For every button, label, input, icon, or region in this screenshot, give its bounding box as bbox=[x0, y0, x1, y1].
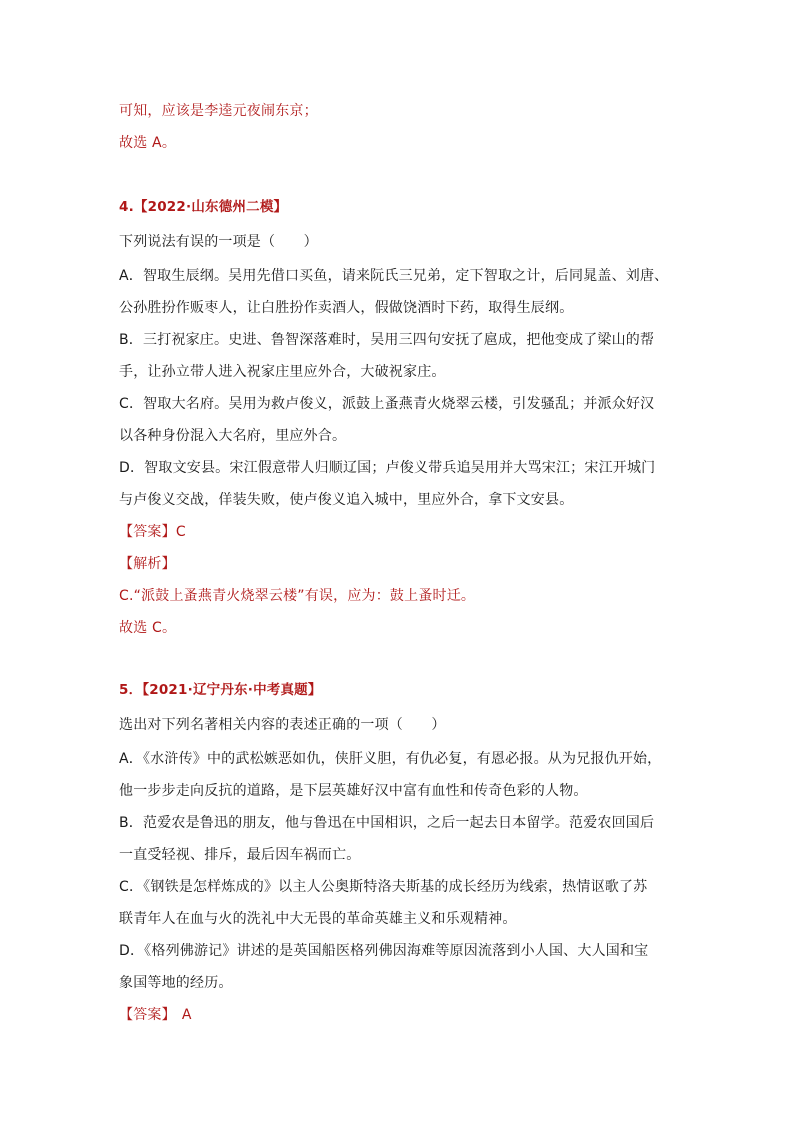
question-4-option-d-line1: D．智取文安县。宋江假意带人归顺辽国；卢俊义带兵追吴用并大骂宋江；宋江开城门 bbox=[119, 460, 656, 476]
question-4-option-d-line2: 与卢俊义交战，佯装失败，使卢俊义追入城中，里应外合，拿下文安县。 bbox=[119, 492, 574, 508]
answer-value: A bbox=[181, 1007, 192, 1023]
question-5-option-b-line2: 一直受轻视、排斥，最后因车祸而亡。 bbox=[119, 847, 361, 863]
question-4-analysis-label: 【解析】 bbox=[119, 556, 176, 572]
question-4-conclusion: 故选 C。 bbox=[119, 620, 177, 636]
question-4-option-a-line2: 公孙胜扮作贩枣人，让白胜扮作卖酒人，假做饶酒时下药，取得生辰纲。 bbox=[119, 300, 574, 316]
question-5-option-b-line1: B．范爱农是鲁迅的朋友，他与鲁迅在中国相识，之后一起去日本留学。范爱农回国后 bbox=[119, 815, 655, 831]
question-4-option-c-line2: 以各种身份混入大名府，里应外合。 bbox=[119, 428, 347, 444]
question-4-option-c-line1: C．智取大名府。吴用为救卢俊义，派鼓上蚤燕青火烧翠云楼，引发骚乱；并派众好汉 bbox=[119, 396, 655, 412]
answer-label: 【答案】 bbox=[119, 524, 176, 540]
question-5-stem: 选出对下列名著相关内容的表述正确的一项（ ） bbox=[119, 717, 446, 733]
question-5-option-d-line2: 象国等地的经历。 bbox=[119, 975, 233, 991]
question-5-option-a-line1: A．《水浒传》中的武松嫉恶如仇，侠肝义胆，有仇必复，有恩必报。从为兄报仇开始， bbox=[119, 751, 662, 767]
question-5-header: 5．【2021·辽宁丹东·中考真题】 bbox=[119, 682, 322, 698]
question-5-option-a-line2: 他一步步走向反抗的道路，是下层英雄好汉中富有血性和传奇色彩的人物。 bbox=[119, 783, 588, 799]
answer-label: 【答案】 bbox=[119, 1007, 176, 1023]
question-5-option-d-line1: D．《格列佛游记》讲述的是英国船医格列佛因海难等原因流落到小人国、大人国和宝 bbox=[119, 943, 649, 959]
question-4-stem: 下列说法有误的一项是（ ） bbox=[119, 234, 318, 250]
question-5-option-c-line2: 联青年人在血与火的洗礼中大无畏的革命英雄主义和乐观精神。 bbox=[119, 911, 517, 927]
question-5-option-c-line1: C．《钢铁是怎样炼成的》以主人公奥斯特洛夫斯基的成长经历为线索，热情讴歌了苏 bbox=[119, 879, 648, 895]
question-4-analysis-text: C.“派鼓上蚤燕青火烧翠云楼”有误，应为：鼓上蚤时迁。 bbox=[119, 588, 476, 604]
previous-conclusion: 故选 A。 bbox=[119, 135, 177, 151]
question-4-header: 4.【2022·山东德州二模】 bbox=[119, 199, 288, 215]
answer-value: C bbox=[175, 524, 186, 540]
question-4-option-b-line1: B．三打祝家庄。史进、鲁智深落难时，吴用三四句安抚了扈成，把他变成了梁山的帮 bbox=[119, 332, 655, 348]
question-4-option-a-line1: A．智取生辰纲。吴用先借口买鱼，请来阮氏三兄弟，定下智取之计，后同晁盖、刘唐、 bbox=[119, 268, 669, 284]
question-4-option-b-line2: 手，让孙立带人进入祝家庄里应外合，大破祝家庄。 bbox=[119, 364, 446, 380]
question-5-answer bbox=[119, 1005, 689, 1025]
question-4-answer bbox=[119, 522, 689, 542]
previous-analysis-line: 可知，应该是李逵元夜闹东京； bbox=[119, 103, 318, 119]
